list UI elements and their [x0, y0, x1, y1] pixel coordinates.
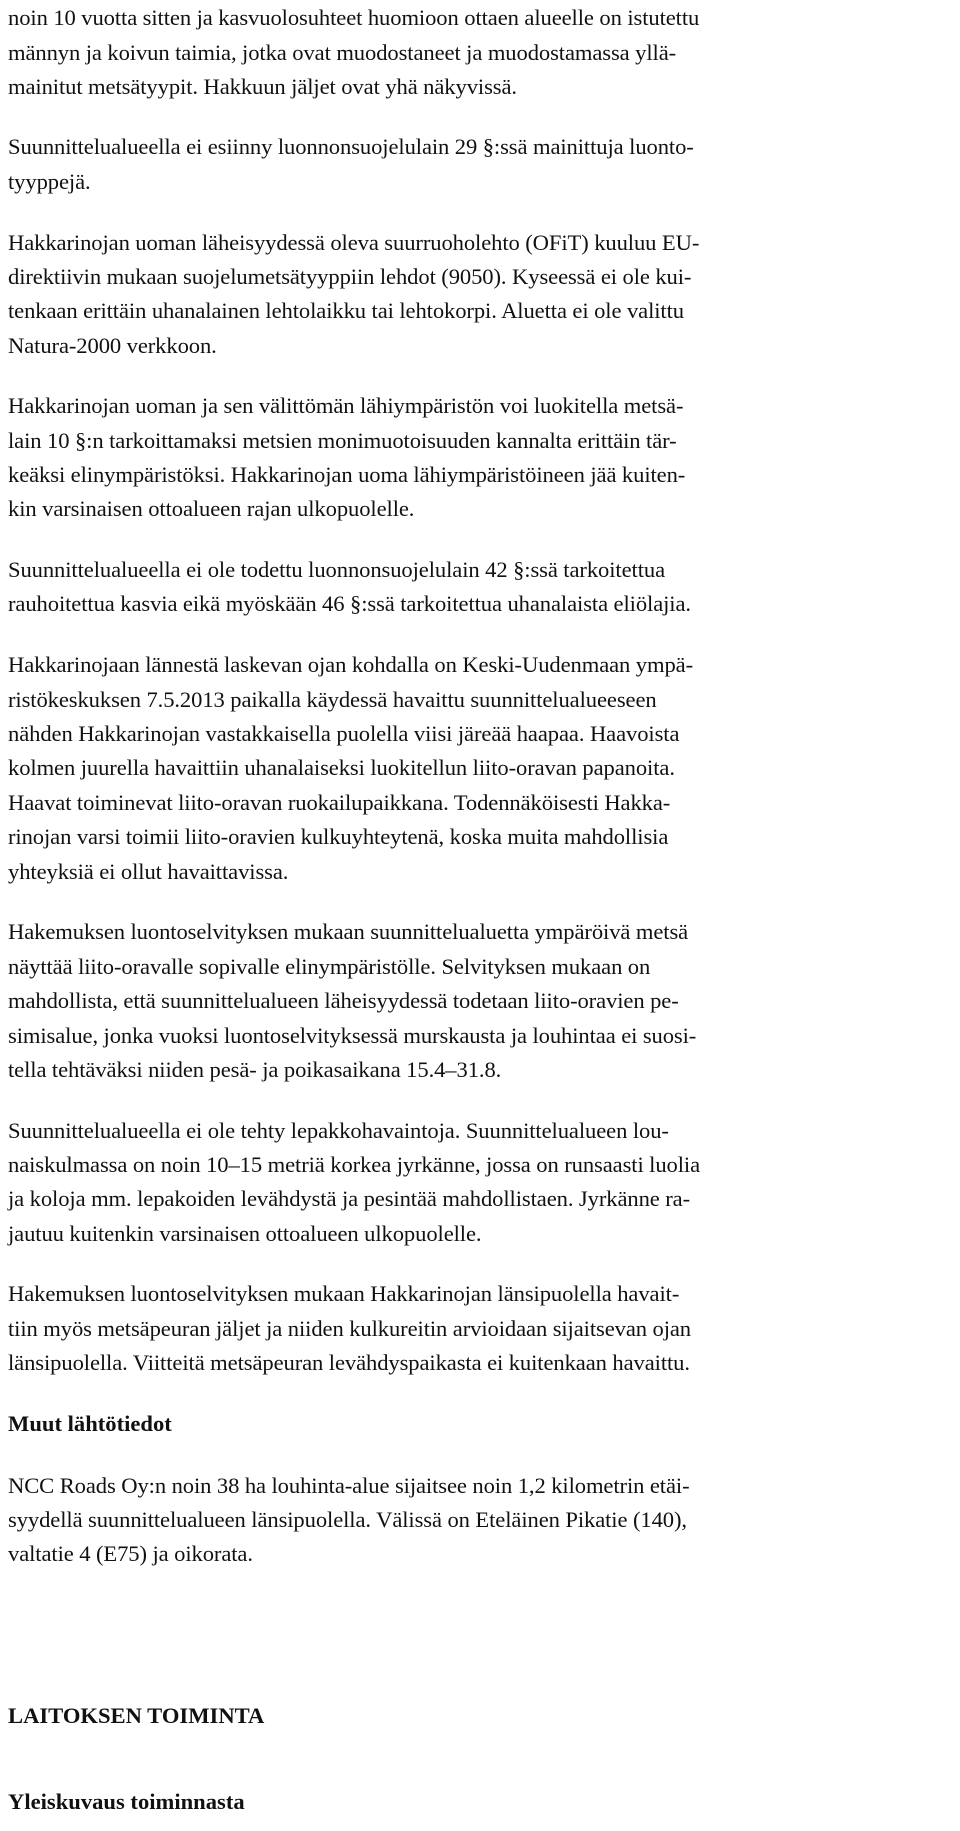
text-line: naiskulmassa on noin 10–15 metriä korkea jyrkänne, jossa on runsaasti luolia — [8, 1152, 701, 1177]
text-line: kin varsinaisen ottoalueen rajan ulkopuolelle. — [8, 496, 415, 521]
text-line: tenkaan erittäin uhanalainen lehtolaikku tai lehtokorpi. Aluetta ei ole valittu — [8, 298, 684, 323]
text-line: nähden Hakkarinojan vastakkaisella puolella viisi järeää haapaa. Haavoista — [8, 721, 680, 746]
text-line: mainitut metsätyypit. Hakkuun jäljet ovat yhä näkyvissä. — [8, 74, 517, 99]
text-line: männyn ja koivun taimia, jotka ovat muodostaneet ja muodostamassa yllä- — [8, 40, 677, 65]
text-line: Suunnittelualueella ei ole todettu luonnonsuojelulain 42 §:ssä tarkoitettua — [8, 557, 665, 582]
text-line: valtatie 4 (E75) ja oikorata. — [8, 1541, 253, 1566]
text-line: NCC Roads Oy:n noin 38 ha louhinta-alue sijaitsee noin 1,2 kilometrin etäi- — [8, 1473, 690, 1498]
text-line: Hakemuksen luontoselvityksen mukaan Hakkarinojan länsipuolella havait- — [8, 1281, 680, 1306]
text-line: näyttää liito-oravalle sopivalle elinympäristölle. Selvityksen mukaan on — [8, 954, 651, 979]
text-line: lain 10 §:n tarkoittamaksi metsien monimuotoisuuden kannalta erittäin tär- — [8, 428, 677, 453]
chapter-heading: LAITOKSEN TOIMINTA — [8, 1703, 265, 1728]
text-line: mahdollista, että suunnittelualueen läheisyydessä todetaan liito-oravien pe- — [8, 988, 679, 1013]
text-line: Hakkarinojan uoman ja sen välittömän lähiympäristön voi luokitella metsä- — [8, 393, 684, 418]
text-line: syydellä suunnittelualueen länsipuolella. Välissä on Eteläinen Pikatie (140), — [8, 1507, 687, 1532]
text-line: tyyppejä. — [8, 169, 91, 194]
text-line: ja koloja mm. lepakoiden levähdystä ja pesintää mahdollistaen. Jyrkänne ra- — [8, 1186, 691, 1211]
section-heading: Yleiskuvaus toiminnasta — [8, 1789, 245, 1814]
text-line: Natura-2000 verkkoon. — [8, 333, 217, 358]
text-line: Hakkarinojan uoman läheisyydessä oleva suurruoholehto (OFiT) kuuluu EU- — [8, 230, 700, 255]
section-heading: Muut lähtötiedot — [8, 1411, 172, 1436]
text-line: länsipuolella. Viitteitä metsäpeuran levähdyspaikasta ei kuitenkaan havaittu. — [8, 1350, 690, 1375]
text-line: Suunnittelualueella ei esiinny luonnonsuojelulain 29 §:ssä mainittuja luonto- — [8, 134, 694, 159]
text-line: kolmen juurella havaittiin uhanalaiseksi luokitellun liito-oravan papanoita. — [8, 755, 675, 780]
text-line: tiin myös metsäpeuran jäljet ja niiden kulkureitin arvioidaan sijaitsevan ojan — [8, 1316, 692, 1341]
text-line: jautuu kuitenkin varsinaisen ottoalueen ulkopuolelle. — [8, 1221, 482, 1246]
text-line: tella tehtäväksi niiden pesä- ja poikasaikana 15.4–31.8. — [8, 1057, 502, 1082]
text-line: yhteyksiä ei ollut havaittavissa. — [8, 859, 289, 884]
text-line: Haavat toiminevat liito-oravan ruokailupaikkana. Todennäköisesti Hakka- — [8, 790, 671, 815]
text-line: Hakemuksen luontoselvityksen mukaan suunnittelualuetta ympäröivä metsä — [8, 919, 689, 944]
text-line: noin 10 vuotta sitten ja kasvuolosuhteet huomioon ottaen alueelle on istutettu — [8, 5, 700, 30]
text-line: Suunnittelualueella ei ole tehty lepakkohavaintoja. Suunnittelualueen lou- — [8, 1118, 669, 1143]
text-line: rauhoitettua kasvia eikä myöskään 46 §:ssä tarkoitettua uhanalaista eliölajia. — [8, 591, 691, 616]
text-line: simisalue, jonka vuoksi luontoselvityksessä murskausta ja louhintaa ei suosi- — [8, 1023, 697, 1048]
text-line: keäksi elinympäristöksi. Hakkarinojan uoma lähiympäristöineen jää kuiten- — [8, 462, 686, 487]
text-line: rinojan varsi toimii liito-oravien kulkuyhteytenä, koska muita mahdollisia — [8, 824, 669, 849]
text-line: Hakkarinojaan lännestä laskevan ojan kohdalla on Keski-Uudenmaan ympä- — [8, 652, 694, 677]
text-line: ristökeskuksen 7.5.2013 paikalla käydessä havaittu suunnittelualueeseen — [8, 687, 657, 712]
text-line: direktiivin mukaan suojelumetsätyyppiin lehdot (9050). Kyseessä ei ole kui- — [8, 264, 692, 289]
